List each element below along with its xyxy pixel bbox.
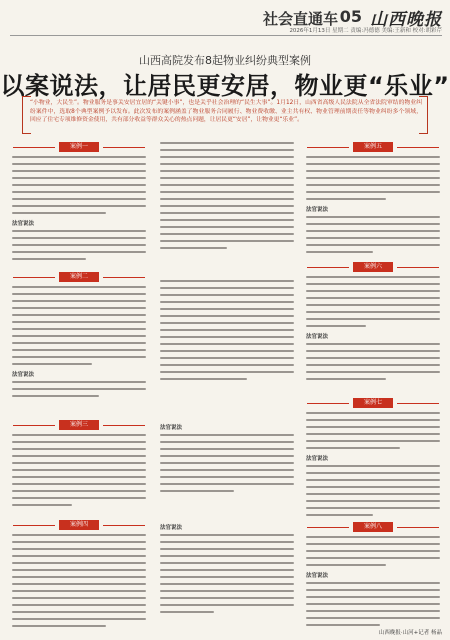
case-body [306, 276, 440, 327]
author-byline: 山西晚报·山河+记者 杨晶 [378, 630, 442, 636]
case-4 [12, 520, 146, 632]
case-tag: 案例二 [59, 272, 99, 282]
case-comment [306, 465, 440, 516]
case-body [306, 156, 440, 200]
case-tag: 案例一 [59, 142, 99, 152]
judge-comment-label: 法官说法 [306, 207, 329, 213]
case-body [160, 280, 294, 380]
case-comment [306, 216, 440, 253]
article-subtitle: 山西高院发布8起物业纠纷典型案例 [139, 54, 311, 67]
case-8 [306, 522, 440, 631]
newspaper-logo: 山西晚报 [370, 10, 442, 30]
masthead [0, 0, 450, 38]
case-3-continued [160, 420, 294, 497]
case-5 [306, 142, 440, 258]
judge-comment-label: 法官说法 [12, 372, 35, 378]
case-body [12, 534, 146, 627]
case-comment [306, 343, 440, 380]
case-tag: 案例六 [353, 262, 393, 272]
masthead-rule [10, 35, 442, 36]
case-tag: 案例八 [353, 522, 393, 532]
case-body [12, 434, 146, 506]
case-comment [306, 582, 440, 626]
judge-comment-label: 法官说法 [160, 525, 183, 531]
judge-comment-label: 法官说法 [306, 573, 329, 579]
case-body [12, 286, 146, 365]
case-body [306, 412, 440, 449]
case-2-continued [160, 280, 294, 385]
article-headline: 以案说法，让居民更安居，物业更“乐业” [0, 72, 450, 100]
section-title: 社会直通车 [262, 10, 338, 28]
article-lead: “小物业，大民生”。物业服务是事关安居宜居的“关键小事”，也是关乎社会治理的“民生大事”。1月12日，山西省高级人民法院从全省法院审结的物业纠纷案件中，选取8个典型案例予以发布。此次发布的案例涵盖了物业服务合同履行、物业费收缴、业主共有权、物业管理前期责任等物业纠纷多个领域，回应了住宅专项维修资金使用，共有部分收益等群众关心的热点问题，让居民更“安居”，让物业更“乐业”。 [30, 100, 422, 124]
case-comment [12, 230, 146, 260]
judge-comment-label: 法官说法 [160, 425, 183, 431]
case-2 [12, 272, 146, 402]
case-4-continued [160, 520, 294, 618]
case-tag: 案例四 [59, 520, 99, 530]
case-comment [12, 381, 146, 397]
case-body [160, 142, 294, 249]
case-6 [306, 262, 440, 385]
case-comment [160, 434, 294, 492]
case-body [12, 156, 146, 214]
judge-comment-label: 法官说法 [306, 456, 329, 462]
case-3 [12, 420, 146, 511]
case-tag: 案例五 [353, 142, 393, 152]
judge-comment-label: 法官说法 [12, 221, 35, 227]
case-body [306, 536, 440, 566]
issue-meta: 2026年1月13日 星期二 责编:冯德德 美编:王新和 校对:胡彩芹 [289, 28, 442, 34]
case-1 [12, 142, 146, 265]
case-tag: 案例七 [353, 398, 393, 408]
judge-comment-label: 法官说法 [306, 334, 329, 340]
case-comment [160, 534, 294, 613]
page-number: 05 [339, 7, 362, 26]
case-7 [306, 398, 440, 521]
case-1-continued [160, 142, 294, 254]
case-tag: 案例三 [59, 420, 99, 430]
